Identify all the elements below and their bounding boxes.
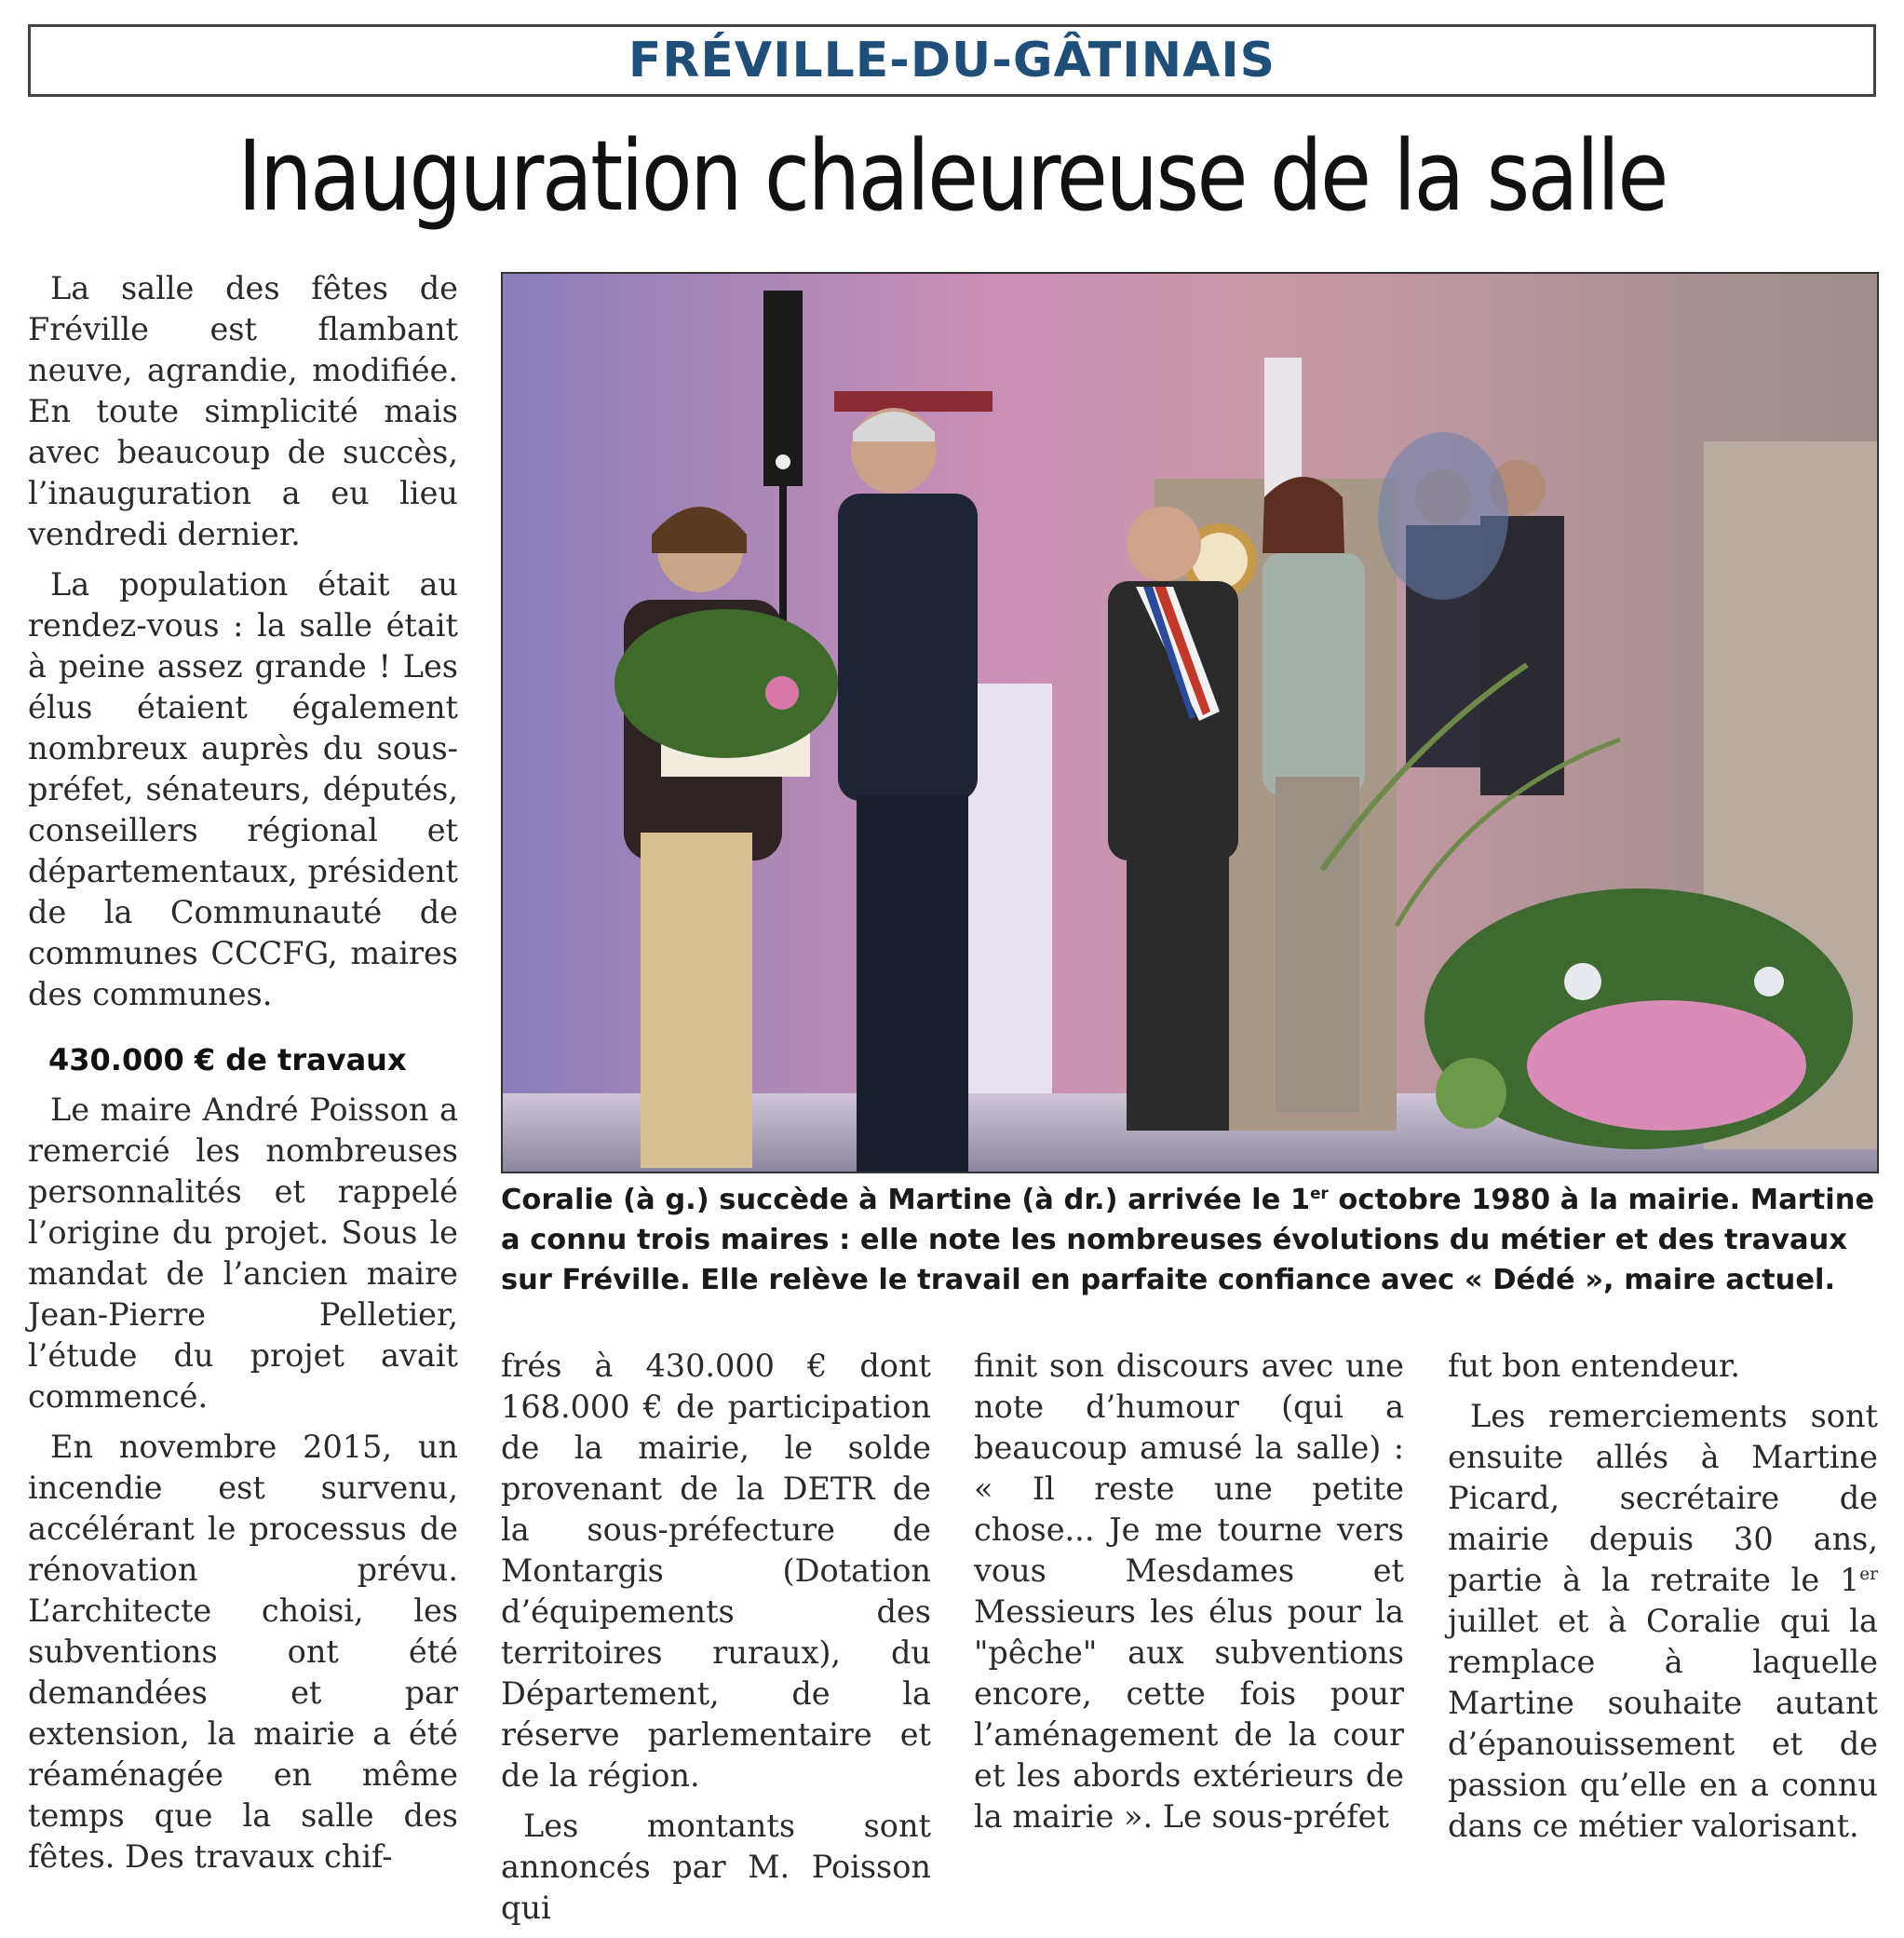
section-banner xyxy=(28,24,1876,97)
paragraph: finit son discours avec une note d’humour (qui a beaucoup amusé la salle) : « Il reste une petite chose... Je me tourne vers vous Mesdames et Messieurs les élus pour la "pêche" aux subventions encore, cette fois pour l’aménagement de la cour et les abords extérieurs de la mairie ». Le sous-préfet xyxy=(974,1348,1404,1835)
paragraph: fut bon entendeur. xyxy=(1448,1348,1741,1384)
article-column-4 xyxy=(1448,1346,1878,1856)
section-kicker: FRÉVILLE-DU-GÂTINAIS xyxy=(628,33,1276,88)
caption-text-continued: octobre 1980 à la mairie. Martine a connu trois maires : elle note les nombreuses évolutions du métier et des travaux sur Fréville. Elle relève le travail en parfaite confiance avec « Dédé », maire actuel. xyxy=(501,1184,1875,1296)
paragraph xyxy=(1448,1396,1878,1847)
article-photo xyxy=(501,272,1879,1173)
paragraph-text: Les remerciements sont ensuite allés à Martine Picard, secrétaire de mairie depuis 30 ans, partie à la retraite le 1 xyxy=(1448,1398,1878,1598)
paragraph: frés à 430.000 € dont 168.000 € de participation de la mairie, le solde provenant de la DETR de la sous-préfecture de Montargis (Dotation d’équipements des territoires ruraux), du Département, de la réserve parlementaire et de la région. xyxy=(501,1348,931,1794)
article-column-1 xyxy=(28,268,458,1887)
paragraph: Les montants sont annoncés par M. Poisson qui xyxy=(501,1808,931,1926)
article-column-2 xyxy=(501,1346,931,1938)
photo-caption xyxy=(501,1180,1879,1300)
caption-superscript: er xyxy=(1310,1183,1329,1202)
paragraph: La salle des fêtes de Fréville est flambant neuve, agrandie, modifiée. En toute simplicité mais avec beaucoup de succès, l’inauguration a eu lieu vendredi dernier. xyxy=(28,270,458,552)
article-headline: Inauguration chaleureuse de la salle xyxy=(237,119,1667,233)
paragraph: La population était au rendez-vous : la salle était à peine assez grande ! Les élus étaient également nombreux auprès du sous-préfet, sénateurs, députés, conseillers régional et départementaux, président de la Communauté de communes CCCFG, maires des communes. xyxy=(28,566,458,1012)
caption-text: Coralie (à g.) succède à Martine (à dr.) arrivée le 1 xyxy=(501,1184,1311,1216)
article-column-3 xyxy=(974,1346,1404,1847)
paragraph: En novembre 2015, un incendie est survenu, accélérant le processus de rénovation prévu. L’architecte choisi, les subventions ont été demandées et par extension, la mairie a été réaménagée en même temps que la salle des fêtes. Des travaux chif- xyxy=(28,1429,458,1875)
paragraph: Le maire André Poisson a remercié les nombreuses personnalités et rappelé l’origine du projet. Sous le mandat de l’ancien maire Jean-Pierre Pelletier, l’étude du projet avait commencé. xyxy=(28,1091,458,1415)
paragraph-text-continued: juillet et à Coralie qui la remplace à laquelle Martine souhaite autant d’épanouissement et de passion qu’elle en a connu dans ce métier valorisant. xyxy=(1448,1603,1878,1844)
superscript: er xyxy=(1859,1564,1878,1584)
article-subheading: 430.000 € de travaux xyxy=(48,1042,407,1077)
